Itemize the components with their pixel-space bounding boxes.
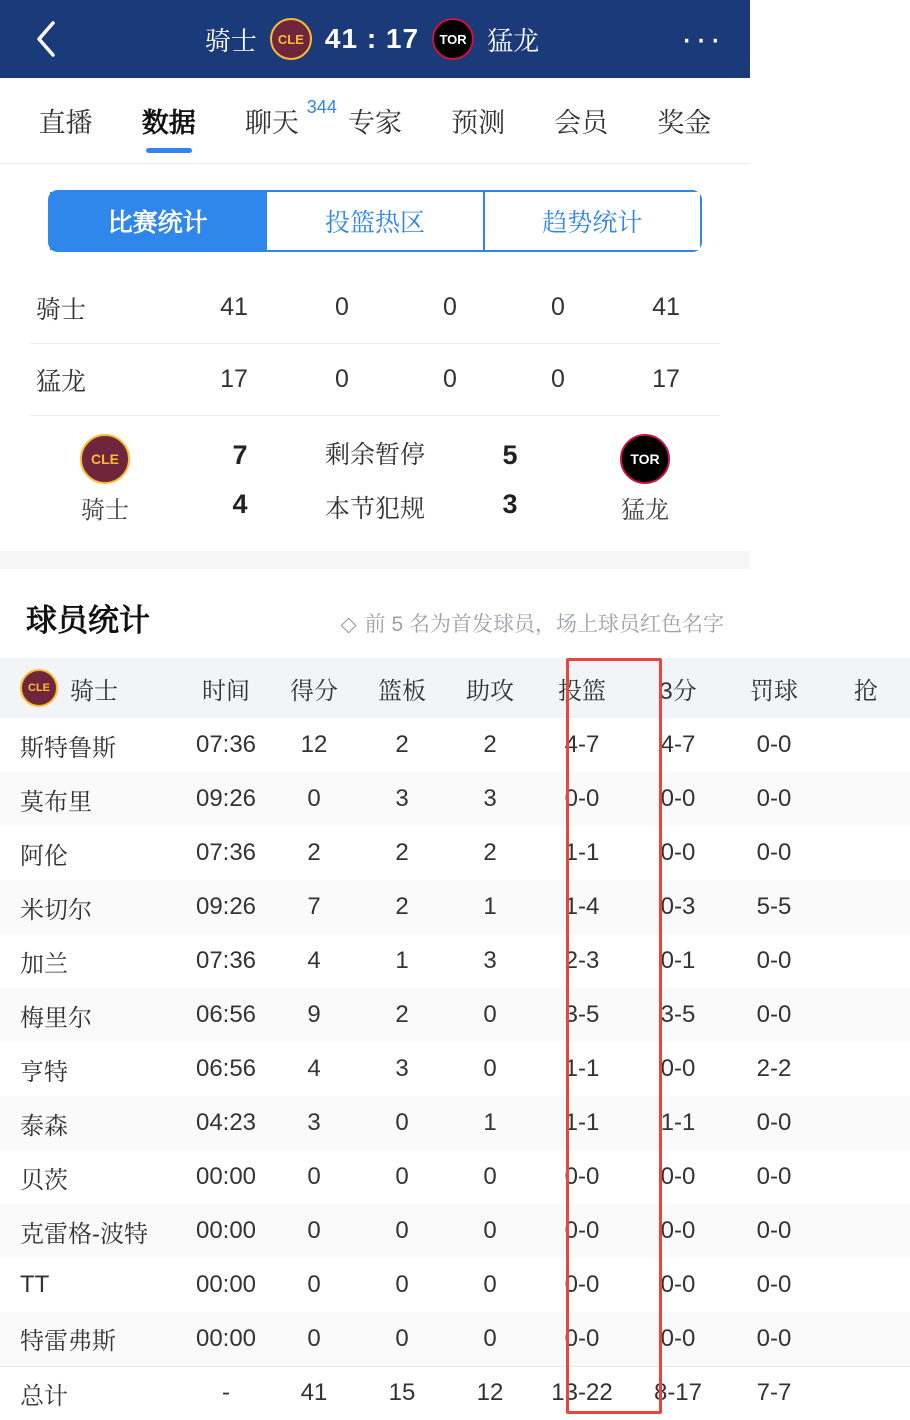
away-quarter-fouls: 3 (502, 488, 518, 519)
quarter-row-away-team: 猛龙 (36, 367, 87, 396)
player-name: 亨特 (20, 1058, 68, 1086)
table-row[interactable] (0, 1258, 910, 1312)
table-row[interactable] (0, 718, 910, 772)
tab-membership-label: 会员 (554, 108, 609, 138)
cell-points: 2 (307, 839, 321, 866)
tab-prediction[interactable] (427, 78, 530, 163)
cell-minutes: 04:23 (195, 1109, 257, 1136)
col-steals: 抢 (822, 658, 910, 718)
tab-experts[interactable] (323, 78, 426, 163)
quarter-away-q1: 17 (220, 365, 248, 393)
home-timeouts-left: 7 (232, 439, 248, 470)
home-team-logo-text: CLE (277, 31, 304, 47)
tab-chat[interactable] (220, 78, 337, 163)
cell-rebounds: 2 (395, 1001, 409, 1028)
player-name: 贝茨 (20, 1166, 68, 1194)
player-stats-table-wrap[interactable] (0, 658, 878, 1420)
quarter-away-q4: 0 (551, 365, 565, 393)
player-name: 特雷弗斯 (20, 1328, 116, 1356)
cell-rebounds: 0 (395, 1271, 409, 1298)
total-fieldgoals: 13-22 (534, 1366, 630, 1420)
cell-freethrow: 0-0 (756, 731, 792, 758)
col-rebounds: 篮板 (358, 658, 446, 718)
segment-trend-stats[interactable]: 趋势统计 (485, 192, 700, 250)
cell-freethrow: 0-0 (756, 1217, 792, 1244)
player-name: 斯特鲁斯 (20, 734, 116, 762)
cell-points: 0 (307, 1271, 321, 1298)
cell-threepoint: 0-3 (660, 893, 696, 920)
tab-stats[interactable] (117, 78, 220, 163)
cell-freethrow: 0-0 (756, 1324, 792, 1352)
player-name: 梅里尔 (20, 1004, 92, 1032)
cell-fieldgoals: 1-1 (564, 1109, 600, 1136)
cell-steals (822, 1204, 910, 1258)
cell-assists: 1 (483, 1109, 497, 1136)
team-logo-text-table: CLE (28, 682, 50, 694)
cell-steals (822, 1096, 910, 1150)
table-row[interactable] (0, 934, 910, 988)
home-team-name: 骑士 (204, 25, 257, 56)
table-row[interactable] (0, 1150, 910, 1204)
cell-fieldgoals: 3-5 (564, 1001, 600, 1028)
home-values (180, 440, 300, 520)
quarter-home-q4: 0 (551, 293, 565, 321)
quarter-row-home (30, 272, 720, 344)
cell-points: 9 (307, 1001, 321, 1028)
cell-rebounds: 0 (395, 1109, 409, 1136)
col-minutes: 时间 (182, 658, 270, 718)
away-team-name-2: 猛龙 (621, 497, 669, 524)
cell-assists: 0 (483, 1217, 497, 1244)
cell-threepoint: 0-0 (660, 1055, 696, 1082)
quarter-away-total: 17 (652, 365, 680, 393)
cell-threepoint: 0-0 (660, 785, 696, 812)
cell-minutes: 00:00 (195, 1324, 257, 1352)
cell-assists: 3 (483, 785, 497, 812)
cell-minutes: 09:26 (195, 893, 257, 920)
cell-points: 0 (307, 1324, 321, 1352)
cell-threepoint: 0-0 (660, 1217, 696, 1244)
cell-freethrow: 0-0 (756, 1001, 792, 1028)
tab-chat-label: 聊天 (244, 108, 299, 138)
cell-assists: 0 (483, 1271, 497, 1298)
cell-rebounds: 3 (395, 1055, 409, 1082)
total-label: 总计 (0, 1366, 182, 1420)
home-team-logo-text-2: CLE (91, 451, 119, 467)
cell-minutes: 07:36 (195, 947, 257, 974)
cell-threepoint: 0-0 (660, 1324, 696, 1352)
cell-freethrow: 0-0 (756, 785, 792, 812)
player-stats-note (340, 608, 724, 638)
cell-fieldgoals: 0-0 (564, 1271, 600, 1298)
score-text: 41 : 17 (324, 23, 420, 54)
quarter-away-q2: 0 (335, 365, 349, 393)
table-row[interactable] (0, 1312, 910, 1366)
segment-shot-chart[interactable]: 投篮热区 (267, 192, 484, 250)
cell-rebounds: 1 (395, 947, 409, 974)
cell-assists: 0 (483, 1163, 497, 1190)
player-stats-note-text: 前 5 名为首发球员，场上球员红色名字 (364, 613, 724, 636)
cell-points: 12 (300, 731, 328, 758)
section-divider (0, 551, 750, 569)
cell-points: 0 (307, 785, 321, 812)
cell-freethrow: 0-0 (756, 1163, 792, 1190)
team-logo-icon-table (20, 669, 58, 707)
away-team-block (570, 434, 720, 525)
table-row-total (0, 1366, 910, 1420)
total-assists: 12 (446, 1366, 534, 1420)
tab-bonus[interactable] (633, 78, 736, 163)
total-threepoint: 8-17 (630, 1366, 726, 1420)
player-name: 泰森 (20, 1112, 68, 1140)
cell-minutes: 00:00 (195, 1217, 257, 1244)
quarter-home-q1: 41 (220, 293, 248, 321)
cell-points: 4 (307, 947, 321, 974)
quarter-score-table (0, 272, 750, 416)
cell-threepoint: 0-0 (660, 839, 696, 866)
cell-steals (822, 1258, 910, 1312)
cell-minutes: 07:36 (195, 731, 257, 758)
player-name: TT (20, 1271, 50, 1298)
table-row[interactable] (0, 826, 910, 880)
cell-steals (822, 934, 910, 988)
tab-stats-label: 数据 (141, 108, 196, 138)
away-team-logo-icon (432, 18, 474, 60)
cell-assists: 0 (483, 1055, 497, 1082)
cell-rebounds: 2 (395, 893, 409, 920)
timeouts-fouls-section (0, 416, 750, 551)
cell-minutes: 06:56 (195, 1055, 257, 1082)
cell-rebounds: 2 (395, 731, 409, 758)
cell-steals (822, 1042, 910, 1096)
cell-points: 3 (307, 1109, 321, 1136)
home-team-logo-icon (270, 18, 312, 60)
tab-membership[interactable] (530, 78, 633, 163)
cell-threepoint: 0-0 (660, 1271, 696, 1298)
player-name: 克雷格-波特 (20, 1220, 148, 1248)
cell-points: 7 (307, 893, 321, 920)
cell-rebounds: 0 (395, 1217, 409, 1244)
nav-tabs (0, 78, 750, 164)
col-team-label: 骑士 (70, 677, 118, 705)
back-icon[interactable] (26, 19, 66, 59)
cell-minutes: 00:00 (195, 1163, 257, 1190)
cell-fieldgoals: 0-0 (564, 1217, 600, 1244)
table-row[interactable] (0, 1096, 910, 1150)
cell-assists: 2 (483, 839, 497, 866)
table-row[interactable] (0, 988, 910, 1042)
cell-fieldgoals: 0-0 (564, 1324, 600, 1352)
cell-steals (822, 988, 910, 1042)
col-points: 得分 (270, 658, 358, 718)
total-freethrow: 7-7 (726, 1366, 822, 1420)
total-points: 41 (270, 1366, 358, 1420)
segmented-control (48, 190, 702, 252)
cell-points: 4 (307, 1055, 321, 1082)
cell-freethrow: 2-2 (756, 1055, 792, 1082)
cell-fieldgoals: 2-3 (564, 947, 600, 974)
cell-freethrow: 0-0 (756, 1109, 792, 1136)
table-row[interactable] (0, 880, 910, 934)
quarter-row-away (30, 344, 720, 416)
quarter-home-total: 41 (652, 293, 680, 321)
cell-steals (822, 826, 910, 880)
col-freethrow: 罚球 (726, 658, 822, 718)
cell-fieldgoals: 1-4 (564, 893, 600, 920)
player-name: 莫布里 (20, 788, 92, 816)
chat-count-badge: 344 (306, 97, 337, 117)
segmented-control-wrap (0, 164, 750, 272)
cell-assists: 0 (483, 1001, 497, 1028)
quarter-away-q3: 0 (443, 365, 457, 393)
col-assists: 助攻 (446, 658, 534, 718)
cell-threepoint: 1-1 (660, 1109, 696, 1136)
table-row[interactable] (0, 1042, 910, 1096)
tab-live[interactable] (14, 78, 117, 163)
col-fieldgoals: 投篮 (534, 658, 630, 718)
cell-steals (822, 880, 910, 934)
cell-steals (822, 1150, 910, 1204)
cell-threepoint: 4-7 (660, 731, 696, 758)
cell-fieldgoals: 1-1 (564, 839, 600, 866)
cell-steals (822, 772, 910, 826)
tab-experts-label: 专家 (347, 108, 402, 138)
total-rebounds: 15 (358, 1366, 446, 1420)
away-team-logo-text-2: TOR (630, 451, 660, 467)
stat-labels (300, 435, 450, 525)
away-team-logo-icon-2 (620, 434, 670, 484)
away-team-name: 猛龙 (487, 25, 540, 56)
col-threepoint: 3分 (630, 658, 726, 718)
label-timeouts-left: 剩余暂停 (324, 440, 425, 469)
home-quarter-fouls: 4 (232, 488, 248, 519)
table-row[interactable] (0, 1204, 910, 1258)
tab-bonus-label: 奖金 (657, 108, 712, 138)
total-minutes: - (182, 1366, 270, 1420)
quarter-home-q2: 0 (335, 293, 349, 321)
quarter-row-home-team: 骑士 (36, 295, 87, 324)
player-name: 阿伦 (20, 842, 68, 870)
home-team-logo-icon-2 (80, 434, 130, 484)
cell-rebounds: 0 (395, 1163, 409, 1190)
home-team-name-2: 骑士 (81, 497, 129, 524)
cell-steals (822, 1312, 910, 1366)
cell-minutes: 07:36 (195, 839, 257, 866)
table-body (0, 718, 910, 1420)
cell-threepoint: 0-1 (660, 947, 696, 974)
away-timeouts-left: 5 (502, 439, 518, 470)
more-dots-icon[interactable]: ··· (681, 20, 724, 58)
cell-rebounds: 3 (395, 785, 409, 812)
cell-rebounds: 2 (395, 839, 409, 866)
cell-minutes: 09:26 (195, 785, 257, 812)
cell-threepoint: 3-5 (660, 1001, 696, 1028)
away-team-logo-text: TOR (439, 31, 467, 47)
cell-points: 0 (307, 1217, 321, 1244)
cell-threepoint: 0-0 (660, 1163, 696, 1190)
player-name: 加兰 (20, 950, 68, 978)
cell-freethrow: 5-5 (756, 893, 792, 920)
col-team (0, 658, 182, 718)
cell-fieldgoals: 4-7 (564, 731, 600, 758)
cell-points: 0 (307, 1163, 321, 1190)
cell-fieldgoals: 0-0 (564, 1163, 600, 1190)
label-quarter-fouls: 本节犯规 (324, 494, 425, 523)
scoreboard (66, 18, 678, 60)
cell-freethrow: 0-0 (756, 1271, 792, 1298)
diamond-icon: ◇ (340, 613, 357, 636)
total-steals (822, 1366, 910, 1420)
cell-freethrow: 0-0 (756, 947, 792, 974)
player-stats-title: 球员统计 (26, 603, 150, 638)
tab-prediction-label: 预测 (451, 108, 506, 138)
quarter-home-q3: 0 (443, 293, 457, 321)
app-header (0, 0, 750, 78)
table-row[interactable] (0, 772, 910, 826)
table-header-row (0, 658, 910, 718)
player-stats-table (0, 658, 910, 1420)
home-team-block (30, 434, 180, 525)
cell-minutes: 06:56 (195, 1001, 257, 1028)
player-stats-header (0, 569, 750, 658)
cell-fieldgoals: 1-1 (564, 1055, 600, 1082)
cell-assists: 2 (483, 731, 497, 758)
tab-live-label: 直播 (38, 108, 93, 138)
cell-assists: 0 (483, 1324, 497, 1352)
cell-minutes: 00:00 (195, 1271, 257, 1298)
cell-steals (822, 718, 910, 772)
cell-rebounds: 0 (395, 1324, 409, 1352)
cell-freethrow: 0-0 (756, 839, 792, 866)
cell-assists: 1 (483, 893, 497, 920)
segment-game-stats[interactable]: 比赛统计 (50, 192, 267, 250)
away-values (450, 440, 570, 520)
cell-assists: 3 (483, 947, 497, 974)
player-name: 米切尔 (20, 896, 92, 924)
cell-fieldgoals: 0-0 (564, 785, 600, 812)
